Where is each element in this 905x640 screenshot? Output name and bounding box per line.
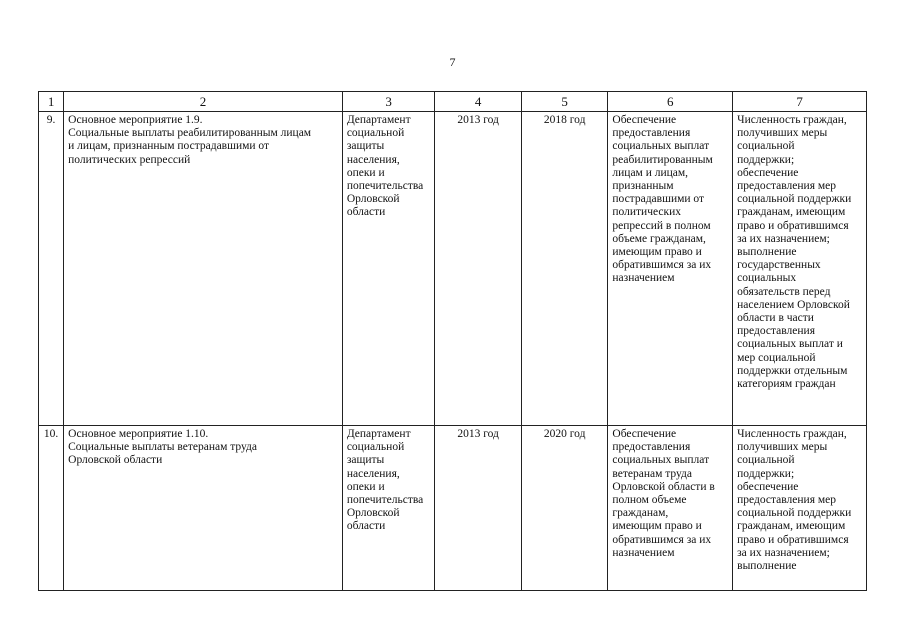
indicator-line: Численность граждан, — [737, 428, 847, 440]
department-line: попечительства — [346, 494, 424, 507]
column-header: 1 — [39, 92, 64, 112]
event-desc-line: политических репрессий — [68, 153, 191, 166]
start-year: 2013 год — [435, 426, 522, 591]
result-line: объеме гражданам, — [612, 232, 706, 245]
event-title: Основное мероприятие 1.10. — [68, 428, 209, 440]
indicator-line: получивших меры — [737, 441, 828, 454]
result-line: признанным — [612, 180, 674, 193]
result-line: социальных выплат — [612, 140, 710, 153]
indicator-line: категориям граждан — [737, 378, 836, 391]
table-header-row — [39, 92, 867, 112]
department-line: Департамент — [346, 428, 411, 440]
event-desc-line: и лицам, признанным пострадавшими от — [68, 140, 270, 153]
department-line: области — [346, 520, 386, 533]
result-line: назначением — [612, 546, 675, 559]
row-number: 9. — [39, 112, 64, 426]
column-header: 7 — [733, 92, 867, 112]
department-line: социальной — [346, 441, 405, 454]
department-cell — [342, 426, 435, 591]
event-desc-line: Социальные выплаты ветеранам труда — [68, 441, 258, 454]
department-line: опеки и — [346, 166, 385, 179]
indicator-line: поддержки; — [737, 153, 795, 166]
department-line: опеки и — [346, 480, 385, 493]
indicator-line: поддержки; — [737, 467, 795, 480]
event-desc-line: Социальные выплаты реабилитированным лицам — [68, 127, 312, 140]
department-line: защиты — [346, 140, 385, 153]
result-line: предоставления — [612, 127, 691, 140]
indicator-line: поддержки отдельным — [737, 364, 848, 377]
table-row — [39, 112, 867, 426]
indicator-line: государственных — [737, 259, 821, 272]
result-line: лицам и лицам, — [612, 166, 689, 179]
indicator-line: право и обратившимся — [737, 219, 849, 232]
indicator-line: предоставления мер — [737, 180, 836, 193]
result-line: назначением — [612, 272, 675, 285]
result-line: политических — [612, 206, 681, 219]
department-line: области — [346, 206, 386, 219]
indicator-line: предоставления — [737, 325, 815, 338]
result-line: репрессий в полном — [612, 219, 711, 232]
column-header: 4 — [435, 92, 522, 112]
department-line: защиты — [346, 454, 385, 467]
department-cell — [342, 112, 435, 426]
result-line: имеющим право и — [612, 520, 702, 533]
result-line: Орловской области в — [612, 480, 715, 493]
end-year: 2018 год — [521, 112, 608, 426]
result-line: Обеспечение — [612, 114, 677, 126]
indicator-line: Численность граждан, — [737, 114, 847, 126]
indicator-line: выполнение — [737, 246, 797, 259]
result-line: предоставления — [612, 441, 691, 454]
table-row — [39, 426, 867, 591]
department-line: населения, — [346, 467, 400, 480]
indicator-line: области в части — [737, 312, 814, 325]
event-desc-line: Орловской области — [68, 454, 163, 467]
result-line: гражданам, — [612, 507, 669, 520]
department-line: населения, — [346, 153, 400, 166]
indicator-line: социальной — [737, 454, 795, 467]
department-line: социальной — [346, 127, 405, 140]
page-number: 7 — [449, 55, 456, 69]
start-year: 2013 год — [435, 112, 522, 426]
department-line: попечительства — [346, 180, 424, 193]
indicator-line: за их назначением; — [737, 546, 830, 559]
event-description-cell — [64, 112, 343, 426]
result-line: социальных выплат — [612, 454, 710, 467]
indicator-line: социальной поддержки — [737, 507, 852, 520]
indicator-line: право и обратившимся — [737, 533, 849, 546]
column-header: 2 — [64, 92, 343, 112]
indicator-line: выполнение — [737, 560, 797, 573]
result-line: ветеранам труда — [612, 467, 692, 480]
event-title: Основное мероприятие 1.9. — [68, 114, 203, 126]
result-line: Обеспечение — [612, 428, 677, 440]
indicator-line: социальных выплат и — [737, 338, 843, 351]
indicator-line: гражданам, имеющим — [737, 206, 846, 219]
result-line: обратившимся за их — [612, 259, 712, 272]
indicator-line: населением Орловской — [737, 298, 850, 311]
indicator-line: обеспечение — [737, 166, 799, 179]
expected-result-cell — [608, 112, 733, 426]
events-table — [38, 91, 867, 591]
indicator-line: обеспечение — [737, 480, 799, 493]
row-number: 10. — [39, 426, 64, 591]
department-line: Орловской — [346, 507, 400, 520]
end-year: 2020 год — [521, 426, 608, 591]
result-line: пострадавшими от — [612, 193, 705, 206]
indicator-line: за их назначением; — [737, 232, 830, 245]
indicator-line: социальных — [737, 272, 797, 285]
indicator-line: обязательств перед — [737, 285, 831, 298]
result-line: полном объеме — [612, 494, 687, 507]
indicator-line: социальной поддержки — [737, 193, 852, 206]
indicator-line: мер социальной — [737, 351, 816, 364]
indicator-cell — [733, 426, 867, 591]
column-header: 5 — [521, 92, 608, 112]
indicator-cell — [733, 112, 867, 426]
indicator-line: гражданам, имеющим — [737, 520, 846, 533]
department-line: Департамент — [346, 114, 411, 126]
indicator-line: социальной — [737, 140, 795, 153]
department-line: Орловской — [346, 193, 400, 206]
column-header: 6 — [608, 92, 733, 112]
column-header: 3 — [342, 92, 435, 112]
result-line: обратившимся за их — [612, 533, 712, 546]
expected-result-cell — [608, 426, 733, 591]
result-line: реабилитированным — [612, 153, 713, 166]
result-line: имеющим право и — [612, 246, 702, 259]
indicator-line: получивших меры — [737, 127, 828, 140]
indicator-line: предоставления мер — [737, 494, 836, 507]
event-description-cell — [64, 426, 343, 591]
